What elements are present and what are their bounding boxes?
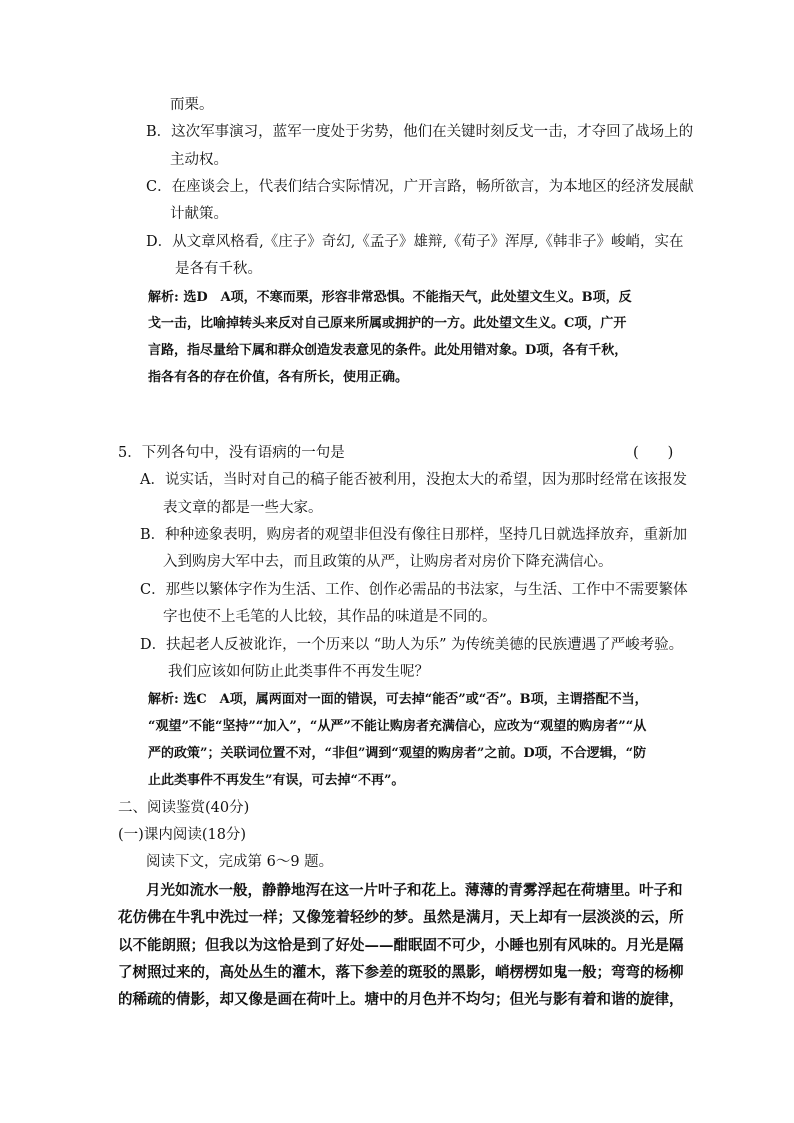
passage-line: 的稀疏的倩影，却又像是画在荷叶上。塘中的月色并不均匀；但光与影有着和谐的旋律，	[118, 991, 684, 1008]
q5-stem: 5．下列各句中，没有语病的一句是	[118, 445, 345, 461]
q5-answer-parentheses: ( )	[633, 445, 674, 461]
section-heading: 二、阅读鉴赏(40分)	[118, 800, 250, 816]
q4-option-c: C．在座谈会上，代表们结合实际情况，广开言路，畅所欲言，为本地区的经济发展献	[146, 179, 694, 195]
q4-option-d: D．从文章风格看,《庄子》奇幻,《孟子》雄辩,《荀子》浑厚,《韩非子》峻峭，实在	[146, 234, 684, 250]
q5-analysis-line: 严的政策”；关联词位置不对，“非但”调到“观望的购房者”之前。D项，不合逻辑，“防	[148, 746, 647, 761]
q4-analysis-line: 解析: 选D A项，不寒而栗，形容非常恐惧。不能指天气，此处望文生义。B项，反	[148, 290, 632, 305]
q4-option-b-continuation: 主动权。	[170, 152, 228, 168]
q5-analysis-line: 解析: 选C A项，属两面对一面的错误，可去掉“能否”或“否”。B项，主谓搭配不当，	[148, 692, 648, 707]
q5-analysis-line: 止此类事件不再发生”有误，可去掉“不再”。	[148, 773, 405, 788]
q5-analysis-line: “观望”不能“坚持”“加入”，“从严”不能让购房者充满信心，应改为“观望的购房者”“从	[148, 719, 647, 734]
reading-instruction: 阅读下文，完成第 6～9 题。	[146, 854, 334, 870]
q4-analysis-line: 指各有各的存在价值，各有所长，使用正确。	[148, 370, 409, 385]
q4-analysis-line: 言路，指尽量给下属和群众创造发表意见的条件。此处用错对象。D项，各有千秋，	[148, 343, 628, 358]
q4-analysis-line: 戈一击，比喻掉转头来反对自己原来所属或拥护的一方。此处望文生义。C项，广开	[148, 316, 627, 331]
passage-line: 了树照过来的，高处丛生的灌木，落下参差的斑驳的黑影，峭楞楞如鬼一般；弯弯的杨柳	[118, 964, 684, 981]
q4-option-c-continuation: 计献策。	[170, 206, 228, 222]
q4-option-a-continuation: 而栗。	[170, 97, 214, 113]
q5-option-a: A．说实话，当时对自己的稿子能否被利用，没抱太大的希望，因为那时经常在该报发	[140, 472, 687, 488]
q4-option-b: B．这次军事演习，蓝军一度处于劣势，他们在关键时刻反戈一击，才夺回了战场上的	[146, 124, 694, 140]
passage-line: 花仿佛在牛乳中洗过一样；又像笼着轻纱的梦。虽然是满月，天上却有一层淡淡的云，所	[118, 909, 684, 926]
subsection-heading: (一)课内阅读(18分)	[118, 827, 247, 843]
q5-option-a-continuation: 表文章的都是一些大家。	[163, 500, 323, 516]
q5-option-d: D．扶起老人反被讹诈，一个历来以 “助人为乐” 为传统美德的民族遭遇了严峻考验。	[140, 637, 684, 653]
q5-option-c-continuation: 字也使不上毛笔的人比较，其作品的味道是不同的。	[163, 609, 497, 625]
q5-option-b: B．种种迹象表明，购房者的观望非但没有像往日那样，坚持几日就选择放弃，重新加	[140, 527, 688, 543]
q5-option-c: C．那些以繁体字作为生活、工作、创作必需品的书法家，与生活、工作中不需要繁体	[140, 582, 688, 598]
passage-line: 月光如流水一般，静静地泻在这一片叶子和花上。薄薄的青雾浮起在荷塘里。叶子和	[146, 882, 683, 899]
q5-option-d-continuation: 我们应该如何防止此类事件不再发生呢？	[168, 664, 429, 680]
q5-option-b-continuation: 入到购房大军中去，而且政策的从严，让购房者对房价下降充满信心。	[163, 554, 613, 570]
q4-option-d-continuation: 是各有千秋。	[175, 261, 262, 277]
passage-line: 以不能朗照；但我以为这恰是到了好处——酣眠固不可少，小睡也别有风味的。月光是隔	[118, 937, 684, 954]
